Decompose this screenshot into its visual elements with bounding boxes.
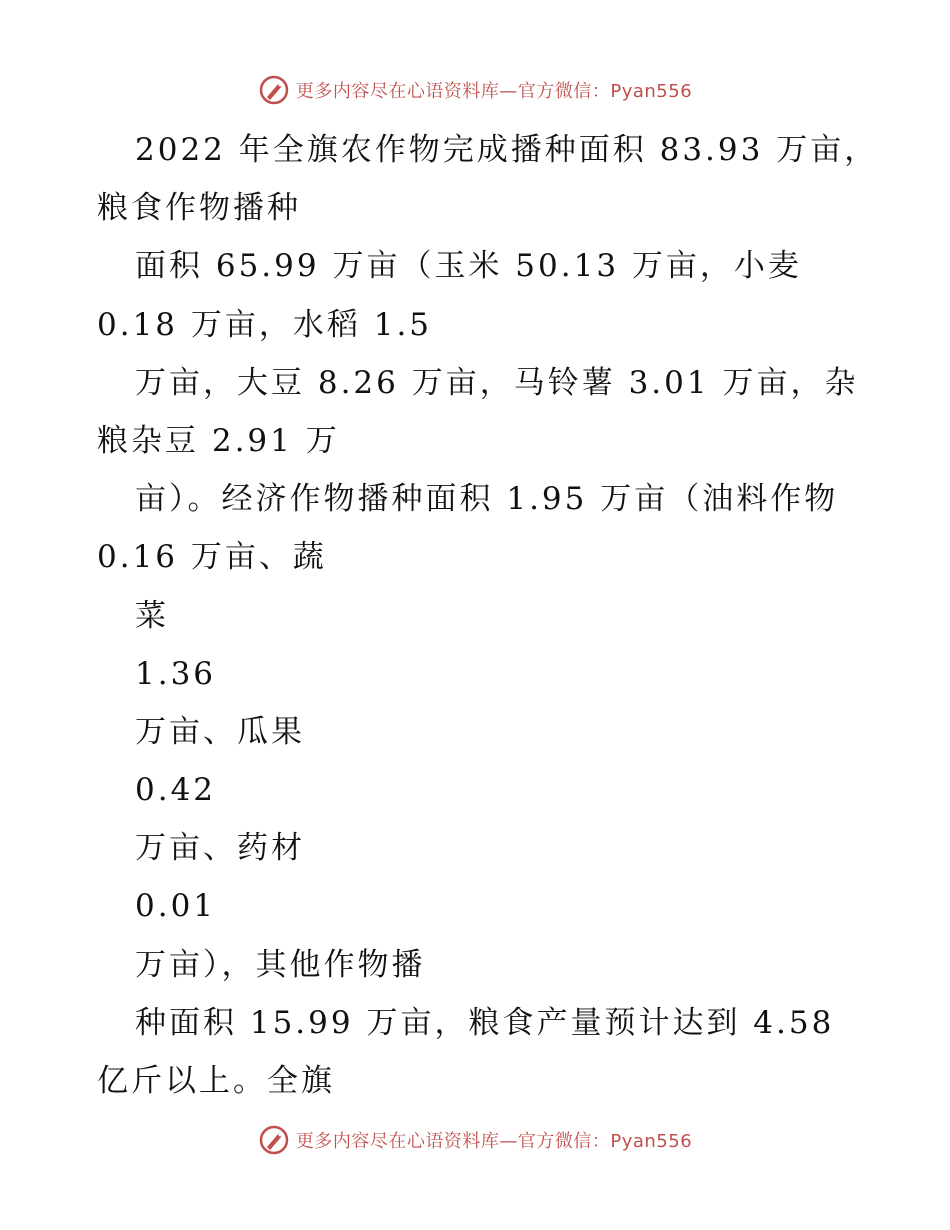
text-line: 粮杂豆 2.91 万	[97, 422, 340, 459]
watermark-text: 更多内容尽在心语资料库—官方微信：Pyan556	[295, 1131, 693, 1152]
watermark-footer	[0, 1120, 950, 1160]
text-line: 万亩、瓜果	[135, 713, 305, 750]
text-line: 亩）。经济作物播种面积 1.95 万亩（油料作物	[135, 481, 839, 518]
text-line: 0.16 万亩、蔬	[97, 539, 327, 576]
text-line: 0.42	[135, 772, 217, 809]
text-line: 0.01	[135, 888, 217, 925]
watermark-header	[0, 70, 950, 110]
text-line: 万亩），其他作物播	[135, 946, 426, 983]
text-line: 面积 65.99 万亩（玉米 50.13 万亩，小麦	[135, 248, 802, 285]
pen-logo-icon	[258, 74, 290, 106]
text-line: 粮食作物播种	[97, 190, 301, 227]
text-line: 万亩，大豆 8.26 万亩，马铃薯 3.01 万亩，杂	[135, 364, 859, 401]
text-line: 0.18 万亩，水稻 1.5	[97, 306, 433, 343]
text-line: 亿斤以上。全旗	[97, 1063, 335, 1099]
pen-logo-icon	[258, 1124, 290, 1156]
text-line: 万亩、药材	[135, 830, 305, 867]
text-line: 菜	[135, 597, 169, 634]
document-body	[97, 121, 879, 1110]
watermark-text: 更多内容尽在心语资料库—官方微信：Pyan556	[295, 81, 693, 102]
text-line: 种面积 15.99 万亩，粮食产量预计达到 4.58	[135, 1004, 835, 1041]
text-line: 1.36	[135, 655, 217, 692]
text-line: 2022 年全旗农作物完成播种面积 83.93 万亩，	[135, 132, 879, 168]
